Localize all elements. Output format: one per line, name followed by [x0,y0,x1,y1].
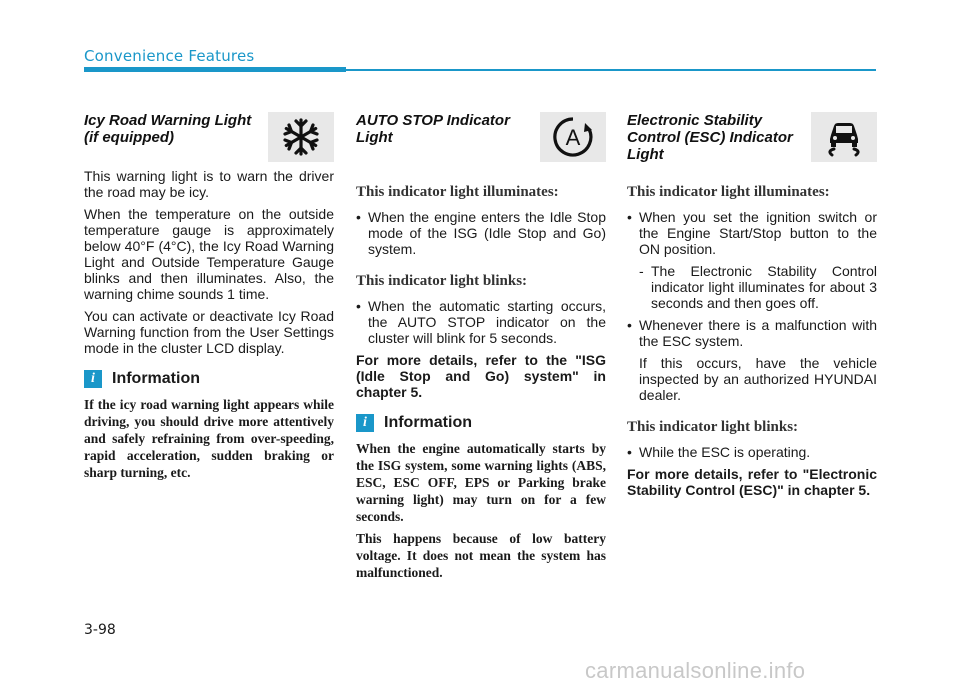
icy-road-title: Icy Road Warning Light (if equipped) [84,112,252,146]
esc-reference: For more details, refer to "Electronic Stability Control (ESC)" in chapter 5. [627,466,877,498]
esc-car-skid-icon [811,112,877,162]
snowflake-icon [268,112,334,162]
esc-sub-blinks: This indicator light blinks: [627,419,799,435]
column-auto-stop [356,110,606,586]
esc-title: Electronic Stability Control (ESC) Indicator Light [627,112,793,163]
esc-bullet-1: • When you set the ignition switch or the Engine Start/Stop button to the ON position. [627,209,877,257]
auto-stop-info-title: Information [384,414,472,431]
esc-dash-item: - The Electronic Stability Control indicator light illuminates for about 3 seconds and then goes off. [639,263,877,311]
icy-road-heading [84,110,334,168]
icy-road-info-header [84,370,334,388]
icy-road-info-text: If the icy road warning light appears while driving, you should drive more attentively and safely refraining from over-speeding, rapid acceleration, sudden braking or sharp turning, etc. [84,397,334,480]
watermark: carmanualsonline.info [585,658,806,683]
esc-bullet-2: • Whenever there is a malfunction with the ESC system. [627,317,877,349]
column-esc [627,110,877,498]
info-icon: i [356,414,374,432]
auto-stop-sub-illuminates: This indicator light illuminates: [356,184,559,200]
auto-stop-icon [540,112,606,162]
esc-bullet-3: • While the ESC is operating. [627,444,811,460]
info-icon: i [84,370,102,388]
auto-stop-icon-letter: A [565,125,581,150]
icy-road-paragraph-1: This warning light is to warn the driver the road may be icy. [84,168,334,200]
auto-stop-heading [356,110,606,168]
header-rule-thick [84,67,346,72]
page-number: 3-98 [84,622,116,638]
auto-stop-info-header [356,414,606,432]
bullet-mark: • [356,209,361,225]
icy-road-paragraph-2: When the temperature on the outside temperature gauge is approximately below 40°F (4°C), the Icy Road Warning Light and Outside Temperature Gauge blinks and then illuminates. Also, the warning chime sounds 1 time. [84,206,334,302]
section-title: Convenience Features [84,47,255,65]
bullet-mark: • [627,444,632,460]
esc-bullet-2-continued: If this occurs, have the vehicle inspected by an authorized HYUNDAI dealer. [639,355,877,403]
esc-heading [627,110,877,168]
auto-stop-reference: For more details, refer to the "ISG (Idle Stop and Go) system" in chapter 5. [356,352,606,400]
bullet-mark: • [627,209,632,225]
dash-mark: - [639,263,644,279]
auto-stop-info-text-2: This happens because of low battery voltage. It does not mean the system has malfunctioned. [356,531,606,580]
auto-stop-title: AUTO STOP Indicator Light [356,112,510,146]
auto-stop-bullet-2: • When the automatic starting occurs, the AUTO STOP indicator on the cluster will blink for 5 seconds. [356,298,606,346]
icy-road-paragraph-3: You can activate or deactivate Icy Road Warning function from the User Settings mode in the cluster LCD display. [84,308,334,356]
esc-sub-illuminates: This indicator light illuminates: [627,184,830,200]
icy-road-info-title: Information [112,370,200,387]
header-rule-thin [346,69,876,71]
auto-stop-sub-blinks: This indicator light blinks: [356,273,528,289]
column-icy-road [84,110,334,486]
auto-stop-info-text-1: When the engine automatically starts by the ISG system, some warning lights (ABS, ESC, ESC OFF, EPS or Parking brake warning light) may turn on for a few seconds. [356,441,606,524]
bullet-mark: • [627,317,632,333]
auto-stop-bullet-1: • When the engine enters the Idle Stop mode of the ISG (Idle Stop and Go) system. [356,209,606,257]
bullet-mark: • [356,298,361,314]
